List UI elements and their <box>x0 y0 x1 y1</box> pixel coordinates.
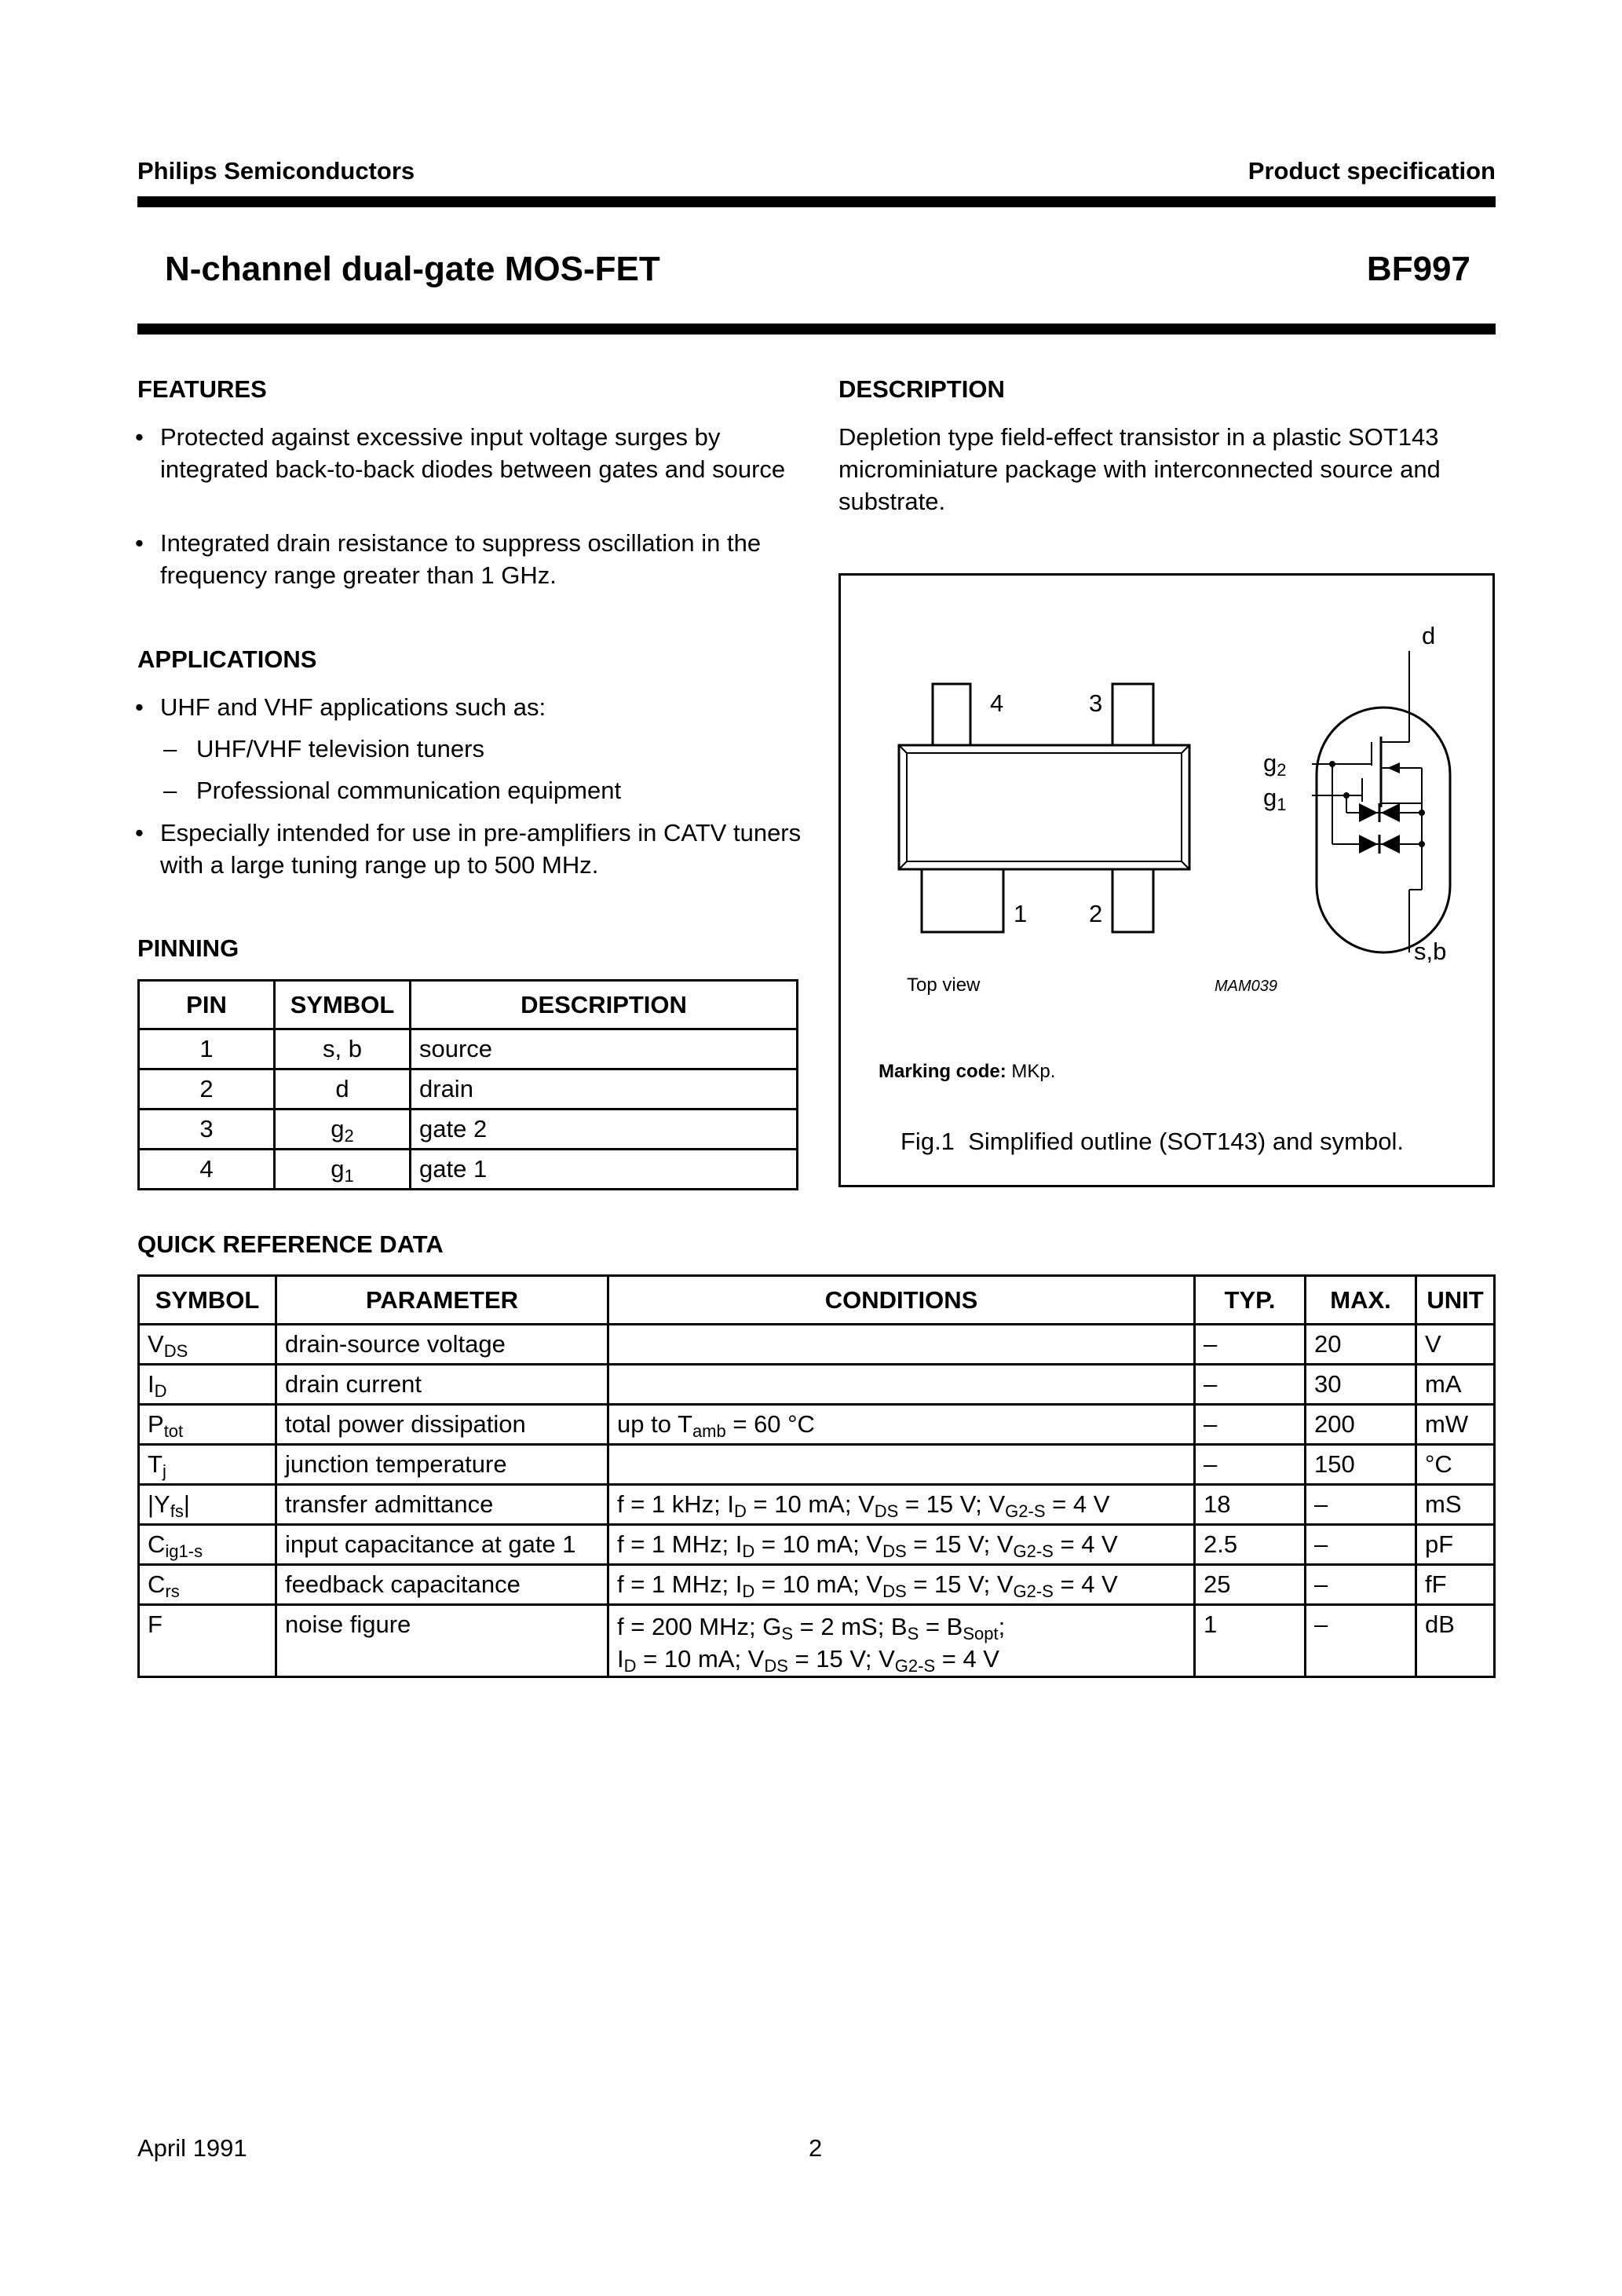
feature-item: • Integrated drain resistance to suppress oscillation in the frequency range greater than 1 GHz. <box>135 529 762 589</box>
application-item: • Especially intended for use in pre-amplifiers in CATV tuners with a large tuning range up to 500 MHz. <box>135 819 802 879</box>
symbol-source-label: s,b <box>1414 938 1447 965</box>
col-parameter: PARAMETER <box>276 1276 608 1325</box>
quick-ref-table <box>137 1274 1496 1678</box>
table-row: $|Y_{fs}|$ transfer admittance f = 1 kHz; $I_D = 10$ mA; $V_{DS} = 15$ V; $V_{G2-S} = 4$ V 18 – mS <box>139 1485 1495 1525</box>
pin-1-label: 1 <box>1014 900 1028 927</box>
table-row: $P_{tot}$ total power dissipation up to $T_{amb} = 60$ °C – 200 mW <box>139 1405 1495 1445</box>
doc-type: Product specification <box>1248 157 1496 185</box>
symbol-gate1-label: $g_1$ <box>1263 784 1287 814</box>
pinning-table <box>137 979 798 1190</box>
pin-3-label: 3 <box>1089 689 1103 717</box>
col-description: DESCRIPTION <box>411 981 798 1029</box>
col-conditions: CONDITIONS <box>608 1276 1195 1325</box>
table-row: $I_D$ drain current – 30 mA <box>139 1365 1495 1405</box>
figure-caption: Fig.1 Simplified outline (SOT143) and symbol. <box>901 1128 1404 1155</box>
table-row: 2 d drain <box>139 1069 798 1110</box>
pin-4-label: 4 <box>990 689 1004 717</box>
figure-box <box>838 573 1495 1187</box>
col-pin: PIN <box>139 981 275 1029</box>
application-subitem: – UHF/VHF television tuners <box>163 735 484 762</box>
col-symbol: SYMBOL <box>139 1276 276 1325</box>
description-heading: DESCRIPTION <box>838 375 1005 403</box>
page-number: 2 <box>809 2134 823 2162</box>
table-row: $C_{ig1-s}$ input capacitance at gate 1 f = 1 MHz; $I_D = 10$ mA; $V_{DS} = 15$ V; $V_{G2-S} = 4$ V 2.5 – pF <box>139 1525 1495 1565</box>
sot143-outline-diagram <box>841 576 1492 1185</box>
page-title: N-channel dual-gate MOS-FET <box>165 250 660 288</box>
description-text: Depletion type field-effect transistor in a plastic SOT143 microminiature package with interconnected source and substrate. <box>838 423 1441 515</box>
footer-date: April 1991 <box>137 2134 247 2162</box>
col-symbol: SYMBOL <box>275 981 411 1029</box>
table-row: $V_{DS}$ drain-source voltage – 20 V <box>139 1325 1495 1365</box>
features-heading: FEATURES <box>137 375 267 403</box>
figure-ref-code: MAM039 <box>1215 978 1278 995</box>
top-view-label: Top view <box>907 974 981 996</box>
feature-item: • Protected against excessive input voltage surges by integrated back-to-back diodes between gates and source <box>135 423 786 483</box>
pinning-heading: PINNING <box>137 934 239 962</box>
part-number: BF997 <box>1366 250 1470 288</box>
table-row: 1 s, b source <box>139 1029 798 1069</box>
company-name: Philips Semiconductors <box>137 157 415 185</box>
quick-ref-heading: QUICK REFERENCE DATA <box>137 1230 444 1258</box>
table-row: $T_j$ junction temperature – 150 °C <box>139 1445 1495 1485</box>
title-rule <box>137 324 1496 335</box>
table-row: $C_{rs}$ feedback capacitance f = 1 MHz; $I_D = 10$ mA; $V_{DS} = 15$ V; $V_{G2-S} = 4$ V 25 – fF <box>139 1565 1495 1605</box>
table-row: F noise figure f = 200 MHz; $G_S = 2$ mS; $B_S = B_{Sopt}$; $I_D = 10$ mA; $V_{DS} = 15$ V; $V_{G2-S} = 4$ V 1 – dB <box>139 1605 1495 1677</box>
applications-heading: APPLICATIONS <box>137 645 317 673</box>
header-rule <box>137 196 1496 207</box>
application-subitem: – Professional communication equipment <box>163 777 622 804</box>
application-item: • UHF and VHF applications such as: <box>135 693 546 721</box>
table-row: 3 $g_2$ gate 2 <box>139 1110 798 1150</box>
pin-2-label: 2 <box>1089 900 1103 927</box>
marking-code: Marking code: MKp. <box>879 1061 1056 1082</box>
col-typ: TYP. <box>1195 1276 1306 1325</box>
col-unit: UNIT <box>1416 1276 1495 1325</box>
symbol-drain-label: d <box>1422 622 1436 649</box>
symbol-gate2-label: $g_2$ <box>1263 749 1287 780</box>
table-row: 4 $g_1$ gate 1 <box>139 1150 798 1190</box>
col-max: MAX. <box>1306 1276 1416 1325</box>
